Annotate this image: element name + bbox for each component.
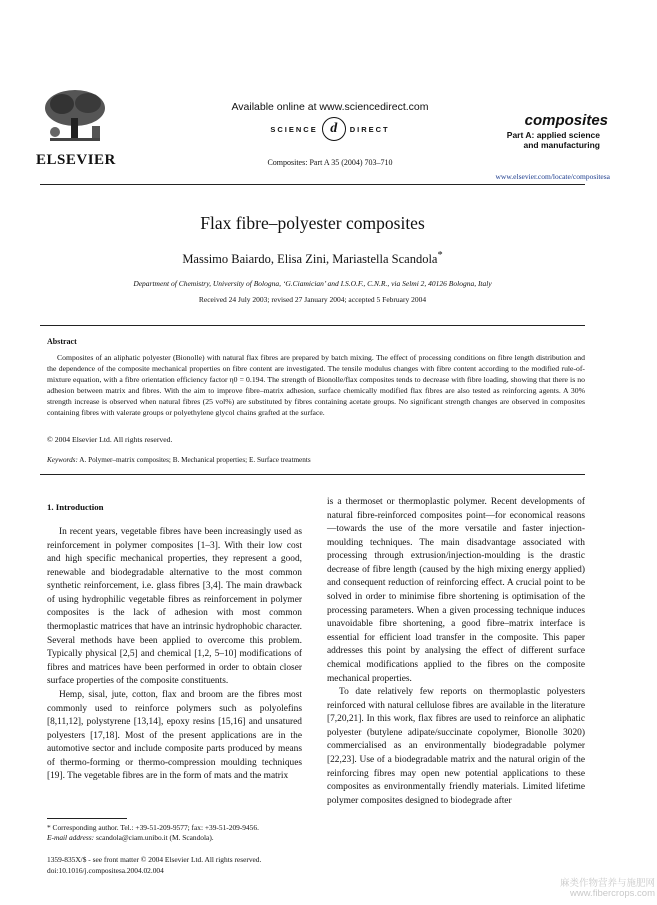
doi-line: doi:10.1016/j.compositesa.2004.02.004 xyxy=(47,865,164,875)
journal-subtitle-line-2: and manufacturing xyxy=(523,140,600,151)
footnote xyxy=(47,823,307,844)
intro-paragraph-3: is a thermoset or thermoplastic polymer. Recent developments of natural fibre-reinforced composites point—for economical reasons—towards the use of the more versatile and faster injection-moulding techniques. The main disadvantage associated with processing through extrusion/injection-moulding is the drastic decrease of fibre length (caused by the high mixing energy applied) and consequent reduction of reinforcing effect. A crucial point to be solved in order to minimise fibre shortening is optimisation of the processing parameters. When a given processing technique induces unavoidable fibre shortening, a good fibre–matrix interface is essential for efficient load transfer in the composite. This paper addresses this point by analysing the effect of different surface chemical modifications applied to the fibres on the composite mechanical properties. xyxy=(327,497,585,684)
abstract-copyright: © 2004 Elsevier Ltd. All rights reserved. xyxy=(47,435,173,444)
abstract-heading: Abstract xyxy=(47,337,77,346)
abstract-body: Composites of an aliphatic polyester (Bionolle) with natural flax fibres are prepared by batch mixing. The effect of processing conditions on fibre length distribution and the dependence of the composite mechanical properties on fibre content are investigated. The tensile modulus changes with fibre content according to the modified rule-of-mixture equation, with a fibre orientation efficiency factor η0 = 0.194. The strength of Bionolle/flax composites tends to decrease with fibre loading, showing that there is no adhesion between matrix and fibres. With the aim to improve fibre–matrix adhesion, surface chemically modified flax fibres are also tested as reinforcing agents. A 30% strength increase is observed when natural fibres (25 vol%) are substituted by fibres containing acetate groups. No significant strength changes are observed in composites containing fibres with valerate groups or polyethylene glycol chains grafted at the surface. xyxy=(47,353,585,418)
corresponding-mark: * xyxy=(437,250,443,261)
sciencedirect-right: DIRECT xyxy=(349,124,390,134)
journal-reference: Composites: Part A 35 (2004) 703–710 xyxy=(267,158,393,167)
elsevier-tree-logo xyxy=(40,88,110,148)
footnote-email xyxy=(47,833,307,843)
intro-paragraph-1: In recent years, vegetable fibres have been increasingly used as reinforcement in polymer composites [1–3]. With their low cost and high specific mechanical properties, they represent a good, renewable and biodegradable alternative to the most common synthetic reinforcement, i.e. glass fibres [3,4]. The main drawback of using hydrophilic vegetable fibres as reinforcement in polymer composites is the lack of adhesion with most common thermoplastic matrices that have an intrinsic hydrophobic character. Several methods have been applied to overcome this problem. Typically physical [2,5] and chemical [1,2, 5–10] modifications of fibres and matrices have been performed in order to obtain closer surface properties of the composite constituents. xyxy=(47,527,302,687)
journal-subtitle-line-1: Part A: applied science xyxy=(506,130,600,140)
authors-text: Massimo Baiardo, Elisa Zini, Mariastella Scandola xyxy=(182,252,438,267)
journal-title: composites xyxy=(524,112,608,129)
tree-icon xyxy=(40,88,110,148)
section-heading-introduction: 1. Introduction xyxy=(47,502,104,512)
header-divider xyxy=(40,184,585,185)
publisher-name: ELSEVIER xyxy=(36,152,116,168)
journal-url-link[interactable]: www.elsevier.com/locate/compositesa xyxy=(495,172,610,181)
article-title: Flax fibre–polyester composites xyxy=(200,213,425,233)
received-dates: Received 24 July 2003; revised 27 January 2004; accepted 5 February 2004 xyxy=(198,295,427,304)
abstract-top-divider xyxy=(40,325,585,326)
footnote-email-label: E-mail address: xyxy=(47,833,95,843)
sciencedirect-logo xyxy=(250,117,410,141)
left-column xyxy=(47,526,302,784)
intro-paragraph-4: To date relatively few reports on thermoplastic polyesters reinforced with natural cellulose fibres are available in the literature [7,20,21]. In this work, flax fibres are used to reinforce an aliphatic polyester (butylene adipate/succinate copolymer, Bionolle 3020) commercialised as an environmentally biodegradable polymer [22,23]. Use of a biodegradable matrix and the natural origin of the reinforcing fibres may open new potential applications to these composites as environmentally friendly materials. Limited lifetime polymer composites designed to biodegrade after xyxy=(327,687,585,806)
sciencedirect-left: SCIENCE xyxy=(270,124,318,134)
issn-doi-block xyxy=(47,855,347,876)
keywords-label: Keywords: xyxy=(47,456,78,464)
watermark-line-2: www.fibercrops.com xyxy=(570,888,655,900)
author-affiliation: Department of Chemistry, University of Bologna, ‘G.Ciamician’ and I.S.O.F., C.N.R., via Selmi 2, 40126 Bologna, Italy xyxy=(133,279,492,288)
issn-line: 1359-835X/$ - see front matter © 2004 Elsevier Ltd. All rights reserved. xyxy=(47,855,262,864)
footnote-divider xyxy=(47,818,127,819)
journal-subtitle xyxy=(470,130,600,150)
intro-paragraph-2: Hemp, sisal, jute, cotton, flax and broom are the fibres most commonly used to reinforce polymers such as polyolefins [8,11,12], polystyrene [13,14], epoxy resins [15,16] and unsatured polyesters [17,18]. Most of the present applications are in the automotive sector and include composite parts produced by means of thermo-forming or thermo-compression moulding techniques [19]. The vegetable fibres are in the form of mats and the matrix xyxy=(47,689,302,782)
available-online-text: Available online at www.sciencedirect.com xyxy=(231,101,429,113)
footnote-email-value: scandola@ciam.unibo.it (M. Scandola). xyxy=(94,833,214,843)
sciencedirect-mark: d xyxy=(322,117,346,141)
footnote-corresponding-author: * Corresponding author. Tel.: +39-51-209-9577; fax: +39-51-209-9456. xyxy=(47,823,259,832)
keywords xyxy=(47,456,585,464)
abstract-bottom-divider xyxy=(40,474,585,475)
site-watermark xyxy=(495,879,655,900)
keywords-text: A. Polymer–matrix composites; B. Mechanical properties; E. Surface treatments xyxy=(77,456,311,464)
article-authors xyxy=(40,250,585,267)
watermark-line-1: 麻类作物营养与施肥网 xyxy=(559,878,655,889)
right-column xyxy=(327,496,585,808)
